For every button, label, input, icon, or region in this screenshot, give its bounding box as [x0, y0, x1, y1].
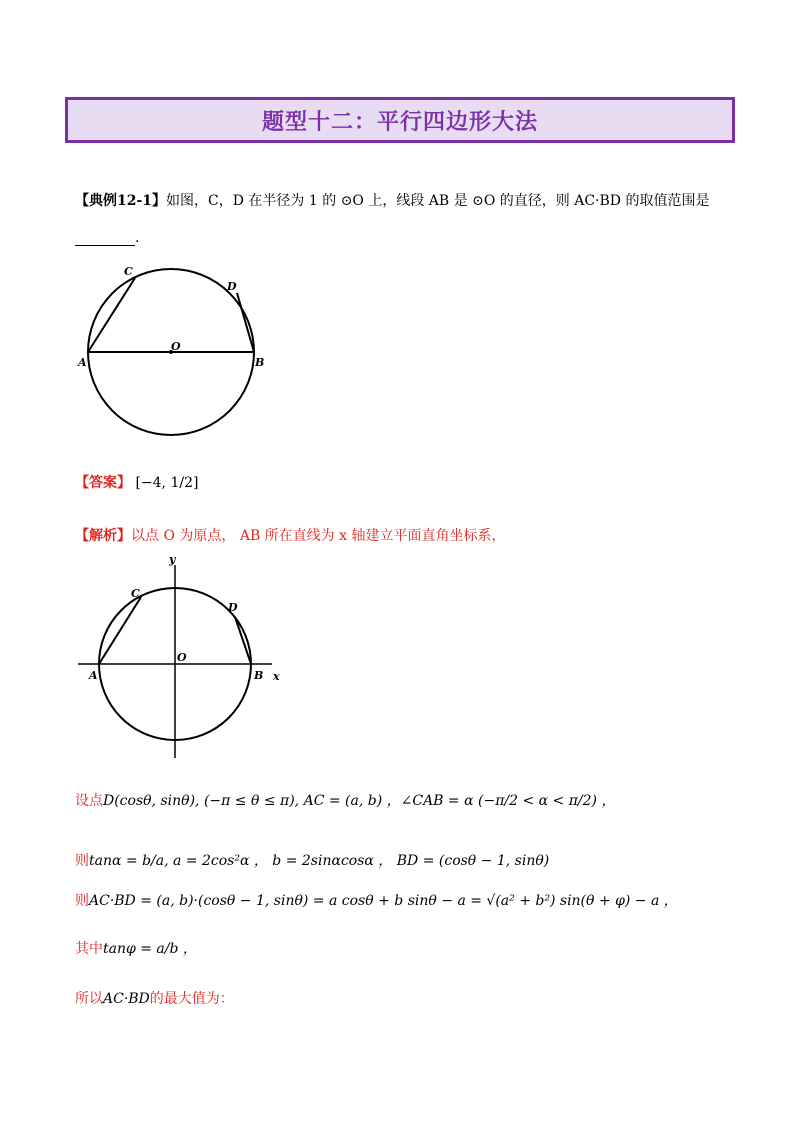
- step-5-prefix: 所以: [75, 991, 103, 1007]
- example-blank-line: [75, 230, 139, 246]
- label-b: B: [255, 356, 265, 369]
- section-title: 题型十二：平行四边形大法: [261, 109, 538, 135]
- section-title-box: [65, 97, 735, 143]
- label-o: O: [171, 340, 181, 353]
- chord-bd: [237, 293, 254, 352]
- step-4-math: tanφ = a/b ，: [103, 941, 197, 957]
- step-4-prefix: 其中: [75, 941, 103, 957]
- label-x: x: [273, 670, 280, 683]
- example-tag: 【典例12-1】: [75, 193, 167, 209]
- label-d-2: D: [228, 601, 238, 614]
- label-d: D: [227, 280, 237, 293]
- step-5-math: AC·BD: [103, 991, 150, 1007]
- analysis-line: [75, 525, 505, 545]
- example-text: 如图，C，D 在半径为 1 的 ⊙O 上，线段 AB 是 ⊙O 的直径，则 AC·BD 的取值范围是: [166, 193, 710, 209]
- step-5: [75, 988, 234, 1008]
- label-c: C: [124, 265, 133, 278]
- step-1: [75, 790, 615, 810]
- step-3-prefix: 则: [75, 893, 89, 909]
- label-y: y: [169, 553, 176, 566]
- analysis-text: 以点 O 为原点， AB 所在直线为 x 轴建立平面直角坐标系，: [131, 528, 506, 544]
- figure-circle-2: [75, 553, 290, 763]
- answer-tag: 【答案】: [75, 475, 131, 491]
- label-o-2: O: [177, 651, 187, 664]
- chord-ac-2: [99, 597, 141, 664]
- step-5-suffix: 的最大值为：: [149, 991, 234, 1007]
- example-statement: [75, 190, 709, 210]
- step-3: [75, 890, 678, 910]
- label-a: A: [78, 356, 87, 369]
- step-3-math: AC·BD = (a, b)·(cosθ − 1, sinθ) = a cosθ + b sinθ − a = √(a² + b²) sin(θ + φ) − a ，: [89, 893, 678, 909]
- answer-line: [75, 472, 198, 492]
- label-b-2: B: [254, 669, 264, 682]
- label-c-2: C: [131, 587, 140, 600]
- step-2-prefix: 则: [75, 853, 89, 869]
- blank-end: .: [135, 230, 140, 246]
- analysis-tag: 【解析】: [75, 528, 131, 544]
- chord-ac: [88, 278, 135, 352]
- answer-blank: [75, 233, 135, 246]
- step-4: [75, 938, 197, 958]
- label-a-2: A: [89, 669, 98, 682]
- step-1-prefix: 设点: [75, 793, 103, 809]
- answer-value: [−4, 1/2]: [135, 475, 199, 491]
- chord-bd-2: [235, 617, 251, 664]
- step-2: [75, 850, 549, 870]
- step-1-math: D(cosθ, sinθ), (−π ≤ θ ≤ π), AC = (a, b) ，∠CAB = α (−π/2 < α < π/2) ，: [103, 793, 616, 809]
- figure-circle-1: [75, 262, 275, 452]
- step-2-math: tanα = b/a, a = 2cos²α ， b = 2sinαcosα ， BD = (cosθ − 1, sinθ): [89, 853, 550, 869]
